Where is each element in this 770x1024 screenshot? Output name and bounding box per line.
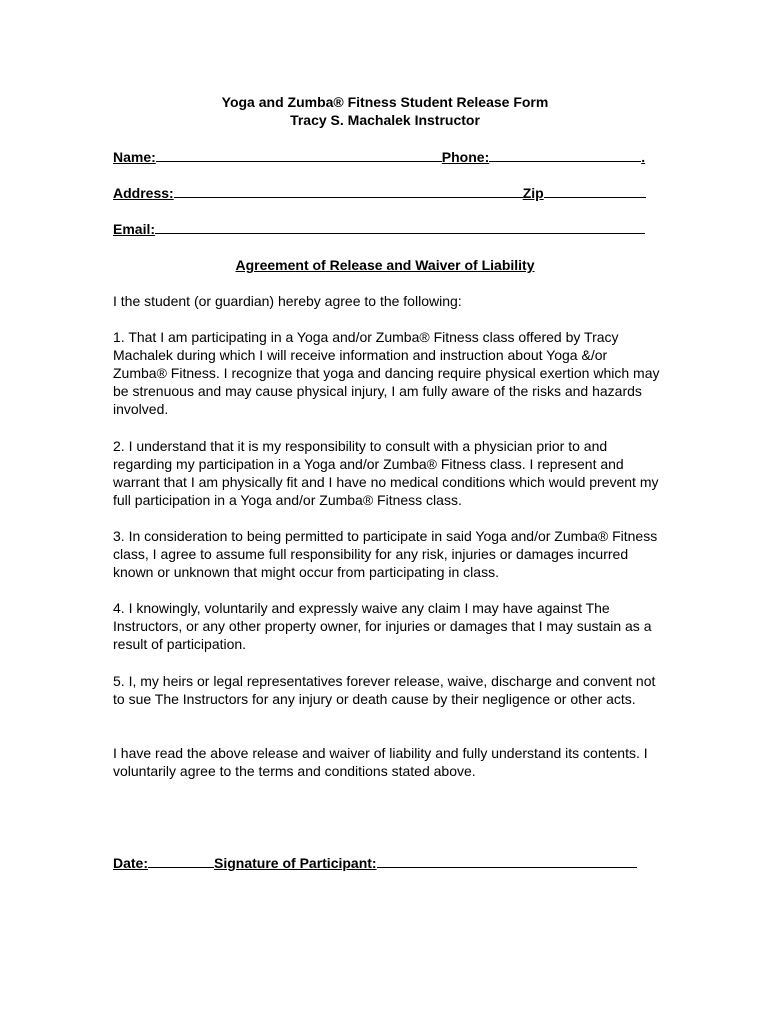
address-field[interactable]	[174, 183, 523, 198]
agreement-closing: I have read the above release and waiver of liability and fully understand its contents. I voluntarily agree to the terms and conditions stated above.	[113, 745, 648, 780]
date-signature-row	[113, 853, 637, 872]
date-field[interactable]	[148, 853, 214, 868]
email-field[interactable]	[155, 219, 645, 234]
zip-label: Zip	[522, 185, 544, 201]
phone-field[interactable]	[489, 147, 641, 162]
phone-label: Phone:	[441, 149, 490, 165]
name-label: Name:	[113, 149, 156, 165]
email-row	[113, 219, 645, 238]
address-label: Address:	[113, 185, 174, 201]
phone-end-mark: .	[641, 149, 646, 165]
signature-label: Signature of Participant:	[214, 855, 377, 871]
signature-field[interactable]	[377, 853, 637, 868]
clause-3: 3. In consideration to being permitted to participate in said Yoga and/or Zumba® Fitness class, I agree to assume full responsibility for any risk, injuries or damages incurred known or unknown that might occur from participating in class.	[113, 528, 658, 581]
agreement-intro: I the student (or guardian) hereby agree to the following:	[113, 293, 462, 309]
clause-5: 5. I, my heirs or legal representatives forever release, waive, discharge and convent not to sue The Instructors for any injury or death cause by their negligence or other acts.	[113, 673, 656, 708]
zip-field[interactable]	[544, 183, 646, 198]
name-phone-row	[113, 147, 645, 166]
clause-2: 2. I understand that it is my responsibility to consult with a physician prior to and regarding my participation in a Yoga and/or Zumba® Fitness class. I represent and warrant that I am physically fit and I have no medical conditions which would prevent my full participation in a Yoga and/or Zumba® Fitness class.	[113, 438, 659, 509]
clause-4: 4. I knowingly, voluntarily and expressly waive any claim I may have against The Instructors, or any other property owner, for injuries or damages that I may sustain as a result of participation.	[113, 600, 652, 653]
name-field[interactable]	[156, 147, 442, 162]
form-subtitle: Tracy S. Machalek Instructor	[290, 112, 480, 128]
agreement-heading: Agreement of Release and Waiver of Liability	[235, 257, 535, 273]
form-title: Yoga and Zumba® Fitness Student Release Form	[221, 94, 549, 110]
date-label: Date:	[113, 855, 149, 871]
clause-1: 1. That I am participating in a Yoga and/or Zumba® Fitness class offered by Tracy Machalek during which I will receive information and instruction about Yoga &/or Zumba® Fitness. I recognize that yoga and dancing require physical exertion which may be strenuous and may cause physical injury, I am fully aware of the risks and hazards involved.	[113, 329, 660, 418]
address-zip-row	[113, 183, 646, 202]
email-label: Email:	[113, 221, 156, 237]
